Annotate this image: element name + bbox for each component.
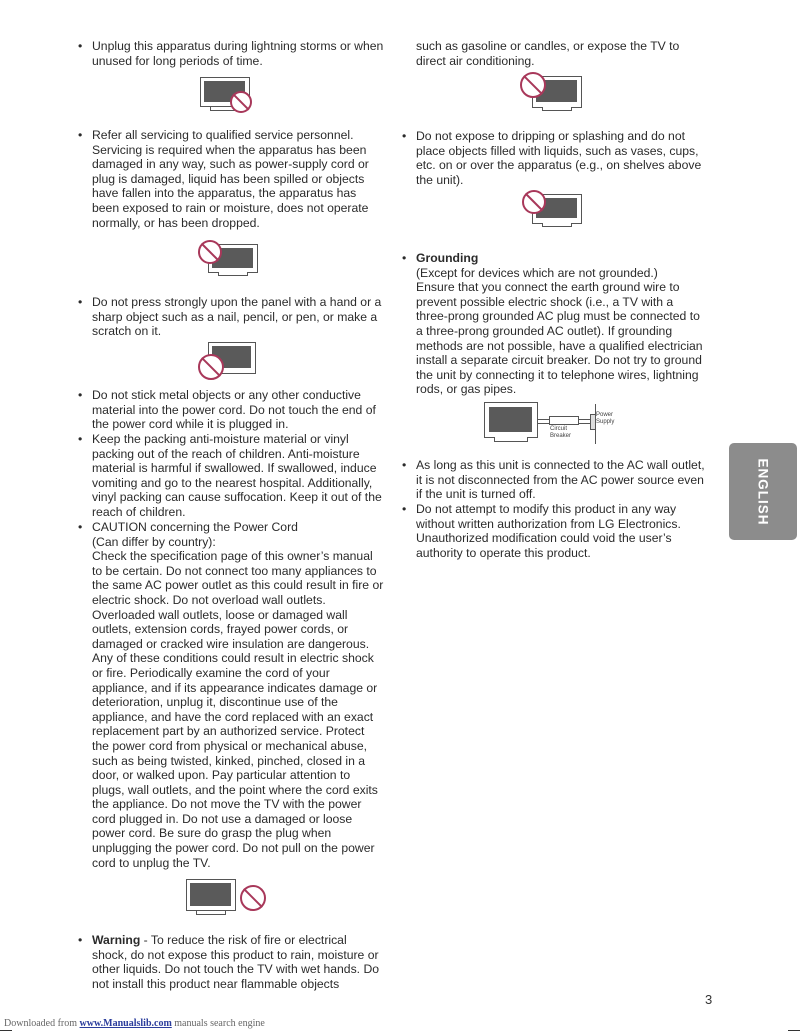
bullet: • <box>402 458 407 472</box>
bullet: • <box>402 129 407 143</box>
bullet: • <box>78 432 83 446</box>
item-text: Do not expose to dripping or splashing and do not place objects filled with liquids, such as vases, cups, etc. on or over the apparatus (e.g., on shelves above the unit). <box>416 129 702 187</box>
grounding-diagram <box>484 400 624 446</box>
list-item <box>78 520 384 870</box>
bullet: • <box>402 502 407 516</box>
list-item <box>78 388 384 432</box>
tv-unplug-icon <box>200 77 260 117</box>
page-number: 3 <box>705 992 713 1007</box>
item-subtitle: (Can differ by country): <box>92 534 216 549</box>
bullet: • <box>78 39 83 53</box>
circuit-breaker-icon <box>549 416 579 425</box>
item-text: such as gasoline or candles, or expose the TV to direct air conditioning. <box>416 39 680 68</box>
circuit-breaker-label: Circuit Breaker <box>550 426 572 439</box>
power-supply-label: Power Supply <box>596 412 615 425</box>
continuation-text <box>402 39 708 68</box>
item-subtitle: (Except for devices which are not grounded.) <box>416 265 658 280</box>
no-liquids-icon <box>520 190 584 230</box>
footer-suffix: manuals search engine <box>171 1018 265 1029</box>
item-text: Ensure that you connect the earth ground wire to prevent possible electric shock (i.e., a TV with a three-prong grounded AC plug must be connected to a three-prong grounded AC outlet). If grounding methods are not possible, have a qualified electrician install a separate circuit breaker. Do not try to ground the unit by connecting it to telephone wires, lightning rods, or gas pipes. <box>416 280 703 397</box>
item-text: Refer all servicing to qualified service personnel. Servicing is required when the apparatus has been damaged in any way, such as power-supply cord or plug is damaged, liquid has been spilled or objects have fallen into the apparatus, the apparatus has been exposed to rain or moisture, does not operate normally, or has been dropped. <box>92 128 369 230</box>
language-label: ENGLISH <box>755 457 771 526</box>
item-text: Do not stick metal objects or any other conductive material into the power cord. Do not touch the end of the power cord while it is plugged in. <box>92 388 376 432</box>
bullet: • <box>78 295 83 309</box>
bullet: • <box>78 520 83 534</box>
bullet: • <box>78 388 83 402</box>
list-item <box>78 39 384 68</box>
list-item <box>78 432 384 520</box>
item-text: As long as this unit is connected to the AC wall outlet, it is not disconnected from the AC power source even if the unit is turned off. <box>416 458 705 502</box>
warning-label: Warning <box>92 933 141 947</box>
list-item <box>402 129 708 187</box>
list-item <box>402 458 708 502</box>
item-text: Do not attempt to modify this product in any way without written authorization from LG Electronics. Unauthorized modification could void the user’s authority to operate this product. <box>416 502 681 560</box>
list-item <box>402 251 708 397</box>
no-damaged-cord-icon <box>186 879 270 919</box>
bullet: • <box>78 128 83 142</box>
footer-prefix: Downloaded from <box>4 1018 80 1029</box>
language-tab <box>729 443 797 540</box>
list-item <box>78 295 384 339</box>
item-text: Do not press strongly upon the panel with a hand or a sharp object such as a nail, pencil, or pen, or make a scratch on it. <box>92 295 382 339</box>
list-item <box>402 502 708 560</box>
bullet: • <box>78 933 83 947</box>
crop-mark <box>788 1030 800 1031</box>
no-air-conditioning-icon <box>518 72 584 112</box>
grounding-title: Grounding <box>416 251 479 265</box>
item-text: Unplug this apparatus during lightning storms or when unused for long periods of time. <box>92 39 384 68</box>
bullet: • <box>402 251 407 265</box>
crop-mark <box>0 1030 12 1031</box>
no-self-repair-icon <box>196 240 260 278</box>
list-item <box>78 933 384 991</box>
no-sharp-object-icon <box>196 342 260 382</box>
manualslib-link[interactable]: www.Manualslib.com <box>79 1018 172 1029</box>
list-item <box>78 128 384 230</box>
item-title: CAUTION concerning the Power Cord <box>92 520 298 534</box>
download-footer <box>4 1018 265 1029</box>
item-text: Check the specification page of this owner’s manual to be certain. Do not connect too many appliances to the same AC power outlet as this could result in fire or electric shock. Do not overload wall outlets. Overloaded wall outlets, loose or damaged wall outlets, extension cords, frayed power cords, or damaged or cracked wire insulation are dangerous. Any of these conditions could result in electric shock or fire. Periodically examine the cord of your appliance, and if its appearance indicates damage or deterioration, unplug it, discontinue use of the appliance, and have the cord replaced with an exact replacement part by an authorized service. Protect the power cord from physical or mechanical abuse, such as being twisted, kinked, pinched, closed in a door, or walked upon. Pay particular attention to plugs, wall outlets, and the point where the cord exits the appliance. Do not move the TV with the power cord plugged in. Do not use a damaged or loose power cord. Be sure do grasp the plug when unplugging the power cord. Do not pull on the power cord to unplug the TV. <box>92 549 384 870</box>
item-text: Keep the packing anti-moisture material or vinyl packing out of the reach of children. Anti-moisture material is harmful if swallowed. If swallowed, induce vomiting and go to the nearest hospital. Additionally, vinyl packing can cause suffocation. Keep it out of the reach of children. <box>92 432 382 519</box>
item-text: - To reduce the risk of fire or electrical shock, do not expose this product to rain, moisture or other liquids. Do not touch the TV with wet hands. Do not install this product near flammable objects <box>92 933 380 991</box>
